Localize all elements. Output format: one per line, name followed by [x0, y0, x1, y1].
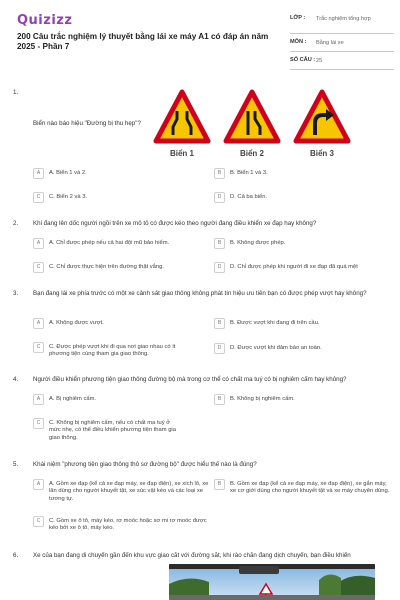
option-text: D. Được vượt khi đảm bảo an toàn.: [230, 345, 322, 351]
option-d[interactable]: [214, 343, 389, 354]
option-b[interactable]: [214, 394, 389, 405]
meta-key: MÔN :: [290, 39, 307, 45]
option-c[interactable]: [33, 516, 211, 533]
meta-table: [290, 10, 394, 70]
option-b[interactable]: [214, 479, 392, 496]
option-text: B. Không được phép.: [230, 240, 286, 246]
question-text: Khi đang lên dốc người ngồi trên xe mô tô có được kéo theo người đang điều khiển xe đạp hay không?: [33, 220, 317, 227]
option-letter: C: [33, 418, 44, 429]
option-a[interactable]: [33, 168, 203, 179]
option-text: D. Cả ba biển.: [230, 194, 268, 200]
option-letter: B: [214, 168, 225, 179]
option-b[interactable]: [214, 238, 389, 249]
meta-value: Trắc nghiệm tổng hợp: [316, 16, 371, 22]
option-c[interactable]: [33, 192, 203, 203]
option-text: B. Gồm xe đạp (kể cả xe đạp máy, xe đạp điện), xe gắn máy, xe cơ giới dùng cho người khuyết tật và xe máy chuyên dùng.: [230, 481, 390, 495]
option-c[interactable]: [33, 342, 193, 359]
option-letter: D: [214, 262, 225, 273]
option-d[interactable]: [214, 262, 394, 273]
option-letter: A: [33, 479, 44, 490]
question-number: 2.: [13, 220, 19, 227]
sign-label: Biển 3: [309, 149, 334, 158]
road-signs-figure: [151, 89, 385, 161]
question-text: Khái niệm "phương tiện giao thông thô sơ đường bộ" được hiểu thế nào là đúng?: [33, 461, 257, 468]
question-text: Biển nào báo hiệu "Đường bị thu hẹp"?: [33, 120, 141, 127]
question-number: 6.: [13, 552, 19, 559]
dashcam-scene-image: [169, 564, 375, 600]
question-number: 4.: [13, 376, 19, 383]
sign-label: Biển 2: [239, 149, 264, 158]
option-d[interactable]: [214, 192, 384, 203]
sign-narrow-both-icon: [153, 89, 211, 145]
page-title: 200 Câu trắc nghiệm lý thuyết bằng lái xe máy A1 có đáp án năm 2025 - Phần 7: [17, 32, 269, 51]
option-text: D. Chỉ được phép khi người đi xe đạp đã quá mệt: [230, 264, 358, 270]
option-c[interactable]: [33, 418, 178, 442]
meta-value: 25: [316, 58, 323, 64]
meta-key: LỚP :: [290, 15, 306, 21]
quizizz-logo: Quizizz: [17, 13, 73, 28]
railway-crossing-photo: [169, 564, 375, 600]
question-number: 1.: [13, 89, 19, 96]
option-letter: A: [33, 238, 44, 249]
option-text: B. Biển 1 và 3.: [230, 170, 268, 176]
option-letter: C: [33, 516, 44, 527]
option-letter: B: [214, 238, 225, 249]
option-letter: B: [214, 394, 225, 405]
option-letter: A: [33, 168, 44, 179]
option-text: A. Gồm xe đạp (kể cả xe đạp máy, xe đạp điện), xe xích lô, xe lăn dùng cho người khuyết tật, xe súc vật kéo và các loại xe tương tự.: [49, 481, 209, 502]
question-number: 5.: [13, 461, 19, 468]
option-b[interactable]: [214, 168, 384, 179]
question-text: Bạn đang lái xe phía trước có một xe cảnh sát giao thông không phát tín hiệu ưu tiên bạn có được phép vượt hay không?: [33, 290, 367, 297]
option-letter: D: [214, 192, 225, 203]
meta-row-count: [290, 52, 394, 70]
option-text: B. Được vượt khi đang đi trên cầu.: [230, 320, 320, 326]
option-letter: C: [33, 262, 44, 273]
option-a[interactable]: [33, 394, 208, 405]
sign-narrow-left-icon: [223, 89, 281, 145]
sign-label: Biển 1: [169, 149, 194, 158]
option-letter: B: [214, 479, 225, 490]
option-text: A. Chỉ được phép nếu cả hai đội mũ bảo hiểm.: [49, 240, 170, 246]
sign-curve-right-icon: [293, 89, 351, 145]
meta-row-class: [290, 10, 394, 34]
option-letter: A: [33, 394, 44, 405]
meta-key: SỐ CÂU :: [290, 57, 316, 63]
question-number: 3.: [13, 290, 19, 297]
question-text: Xe của bạn đang di chuyển gần đến khu vực giao cắt với đường sắt, khi rào chắn đang dịch chuyển, bạn điều khiển: [33, 552, 351, 559]
meta-value: Bằng lái xe: [316, 40, 344, 46]
option-text: C. Biển 2 và 3.: [49, 194, 88, 200]
option-text: C. Gồm xe ô tô, máy kéo, rơ moóc hoặc sơ mi rơ moóc được kéo bởi xe ô tô, máy kéo.: [49, 518, 207, 532]
option-a[interactable]: [33, 238, 208, 249]
option-text: A. Bị nghiêm cấm.: [49, 396, 97, 402]
option-text: A. Không được vượt.: [49, 320, 104, 326]
option-a[interactable]: [33, 318, 208, 329]
option-letter: B: [214, 318, 225, 329]
option-text: C. Chỉ được thực hiện trên đường thật vắng.: [49, 264, 164, 270]
option-letter: C: [33, 192, 44, 203]
option-text: A. Biển 1 và 2.: [49, 170, 87, 176]
option-a[interactable]: [33, 479, 211, 503]
option-letter: D: [214, 343, 225, 354]
option-letter: C: [33, 342, 44, 353]
option-text: C. Không bị nghiêm cấm, nếu có chất ma tuý ở mức nhẹ, có thể điều khiển phương tiện tham gia giao thông.: [49, 420, 176, 441]
worksheet-header: [0, 0, 400, 76]
option-c[interactable]: [33, 262, 208, 273]
meta-row-subject: [290, 34, 394, 52]
option-letter: A: [33, 318, 44, 329]
option-b[interactable]: [214, 318, 389, 329]
option-text: C. Được phép vượt khi đi qua nơi giao nhau có ít phương tiện cùng tham gia giao thông.: [49, 344, 176, 358]
option-text: B. Không bị nghiêm cấm.: [230, 396, 295, 402]
question-text: Người điều khiển phương tiện giao thông đường bộ mà trong cơ thể có chất ma tuý có bị nghiêm cấm hay không?: [33, 376, 347, 383]
